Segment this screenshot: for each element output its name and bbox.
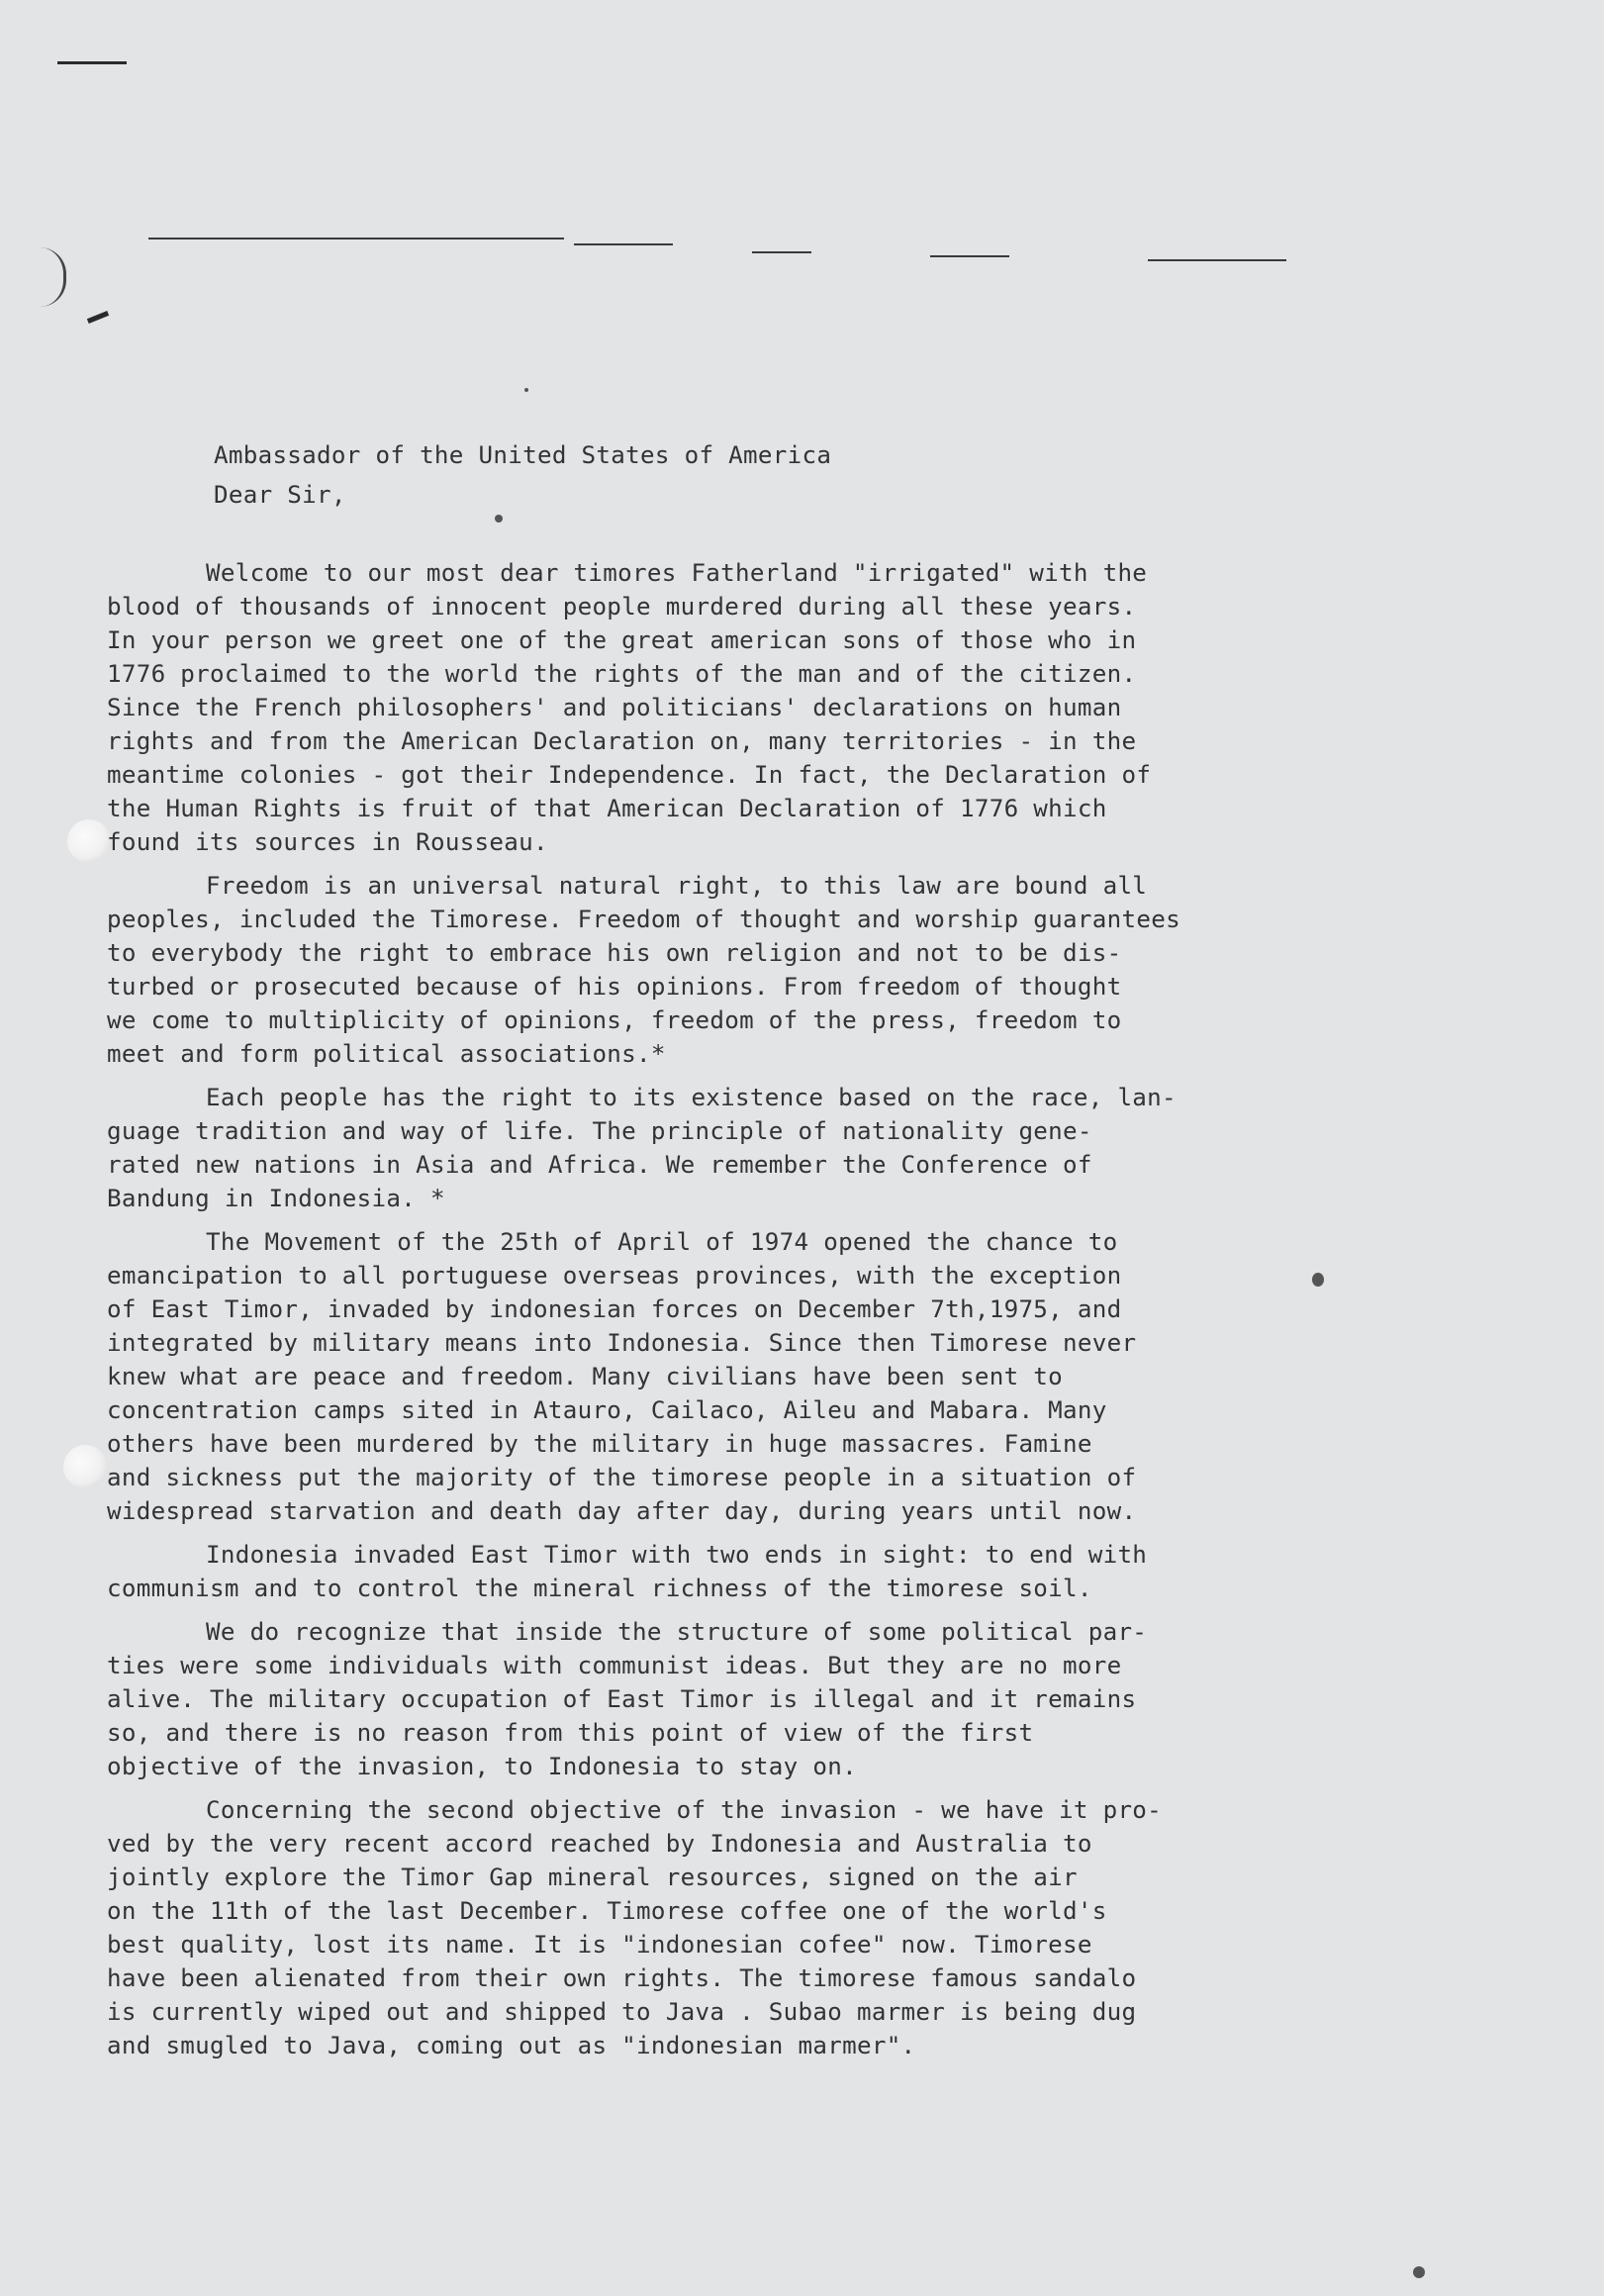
ruled-line-5 xyxy=(1148,259,1286,261)
text-line: concentration camps sited in Atauro, Cailaco, Aileu and Mabara. Many xyxy=(107,1396,1107,1424)
paragraph-3 xyxy=(107,1081,1284,1215)
ruled-line-3 xyxy=(752,251,811,253)
ruled-line-2 xyxy=(574,243,673,245)
punch-hole-top xyxy=(67,819,111,863)
paragraph-5 xyxy=(107,1538,1284,1605)
salutation: Dear Sir, xyxy=(214,481,346,509)
paragraph-4 xyxy=(107,1225,1284,1528)
text-line: 1776 proclaimed to the world the rights of the man and of the citizen. xyxy=(107,660,1137,688)
address-block xyxy=(214,435,1284,515)
scan-mark-top xyxy=(57,61,127,64)
text-line: turbed or prosecuted because of his opinions. From freedom of thought xyxy=(107,973,1122,1001)
text-line: to everybody the right to embrace his own religion and not to be dis- xyxy=(107,939,1122,967)
text-line: on the 11th of the last December. Timorese coffee one of the world's xyxy=(107,1897,1107,1925)
text-line: Since the French philosophers' and politicians' declarations on human xyxy=(107,694,1122,721)
text-line: and smugled to Java, coming out as "indonesian marmer". xyxy=(107,2032,916,2059)
text-line: meantime colonies - got their Independence. In fact, the Declaration of xyxy=(107,761,1152,789)
text-line: so, and there is no reason from this point of view of the first xyxy=(107,1719,1034,1747)
text-line: rights and from the American Declaration on, many territories - in the xyxy=(107,727,1137,755)
ruled-line-4 xyxy=(930,255,1009,257)
text-line: Freedom is an universal natural right, to this law are bound all xyxy=(206,872,1148,900)
punch-hole-bottom xyxy=(63,1445,107,1488)
paragraph-7 xyxy=(107,1793,1284,2062)
text-line: and sickness put the majority of the timorese people in a situation of xyxy=(107,1464,1137,1491)
text-line: the Human Rights is fruit of that American Declaration of 1776 which xyxy=(107,795,1107,822)
text-line: meet and form political associations.* xyxy=(107,1040,666,1068)
text-line: integrated by military means into Indonesia. Since then Timorese never xyxy=(107,1329,1137,1357)
text-line: blood of thousands of innocent people murdered during all these years. xyxy=(107,593,1137,621)
text-line: Indonesia invaded East Timor with two ends in sight: to end with xyxy=(206,1541,1148,1569)
text-line: peoples, included the Timorese. Freedom of thought and worship guarantees xyxy=(107,906,1180,933)
text-line: best quality, lost its name. It is "indonesian cofee" now. Timorese xyxy=(107,1931,1092,1959)
speck xyxy=(524,388,528,392)
text-line: Welcome to our most dear timores Fatherland "irrigated" with the xyxy=(206,559,1148,587)
text-line: found its sources in Rousseau. xyxy=(107,828,548,856)
text-line: Concerning the second objective of the invasion - we have it pro- xyxy=(206,1796,1163,1824)
ruled-line-1 xyxy=(148,238,564,239)
speck xyxy=(1413,2266,1425,2278)
text-line: we come to multiplicity of opinions, freedom of the press, freedom to xyxy=(107,1006,1122,1034)
text-line: rated new nations in Asia and Africa. We remember the Conference of xyxy=(107,1151,1092,1179)
text-line: In your person we greet one of the great american sons of those who in xyxy=(107,626,1137,654)
speck xyxy=(1312,1273,1324,1287)
text-line: ved by the very recent accord reached by Indonesia and Australia to xyxy=(107,1830,1092,1858)
text-line: alive. The military occupation of East Timor is illegal and it remains xyxy=(107,1685,1137,1713)
text-line: others have been murdered by the military in huge massacres. Famine xyxy=(107,1430,1092,1458)
text-line: emancipation to all portuguese overseas provinces, with the exception xyxy=(107,1262,1122,1290)
addressee-line: Ambassador of the United States of America xyxy=(214,441,832,469)
text-line: We do recognize that inside the structure of some political par- xyxy=(206,1618,1148,1646)
text-line: guage tradition and way of life. The principle of nationality gene- xyxy=(107,1117,1092,1145)
paragraph-6 xyxy=(107,1615,1284,1783)
text-line: of East Timor, invaded by indonesian forces on December 7th,1975, and xyxy=(107,1295,1122,1323)
text-line: communism and to control the mineral richness of the timorese soil. xyxy=(107,1575,1092,1602)
text-line: Bandung in Indonesia. * xyxy=(107,1185,445,1212)
text-line: jointly explore the Timor Gap mineral resources, signed on the air xyxy=(107,1864,1078,1891)
text-line: knew what are peace and freedom. Many civilians have been sent to xyxy=(107,1363,1064,1390)
paragraph-2 xyxy=(107,869,1284,1071)
text-line: objective of the invasion, to Indonesia to stay on. xyxy=(107,1753,857,1780)
text-line: widespread starvation and death day after day, during years until now. xyxy=(107,1497,1137,1525)
text-line: is currently wiped out and shipped to Java . Subao marmer is being dug xyxy=(107,1998,1137,2026)
text-line: have been alienated from their own rights. The timorese famous sandalo xyxy=(107,1964,1137,1992)
letter-body xyxy=(107,435,1284,2062)
scan-mark-left xyxy=(87,311,109,324)
text-line: The Movement of the 25th of April of 1974 opened the chance to xyxy=(206,1228,1118,1256)
text-line: ties were some individuals with communist ideas. But they are no more xyxy=(107,1652,1122,1679)
bracket-mark xyxy=(40,247,66,307)
text-line: Each people has the right to its existence based on the race, lan- xyxy=(206,1084,1177,1111)
paragraph-1 xyxy=(107,556,1284,859)
